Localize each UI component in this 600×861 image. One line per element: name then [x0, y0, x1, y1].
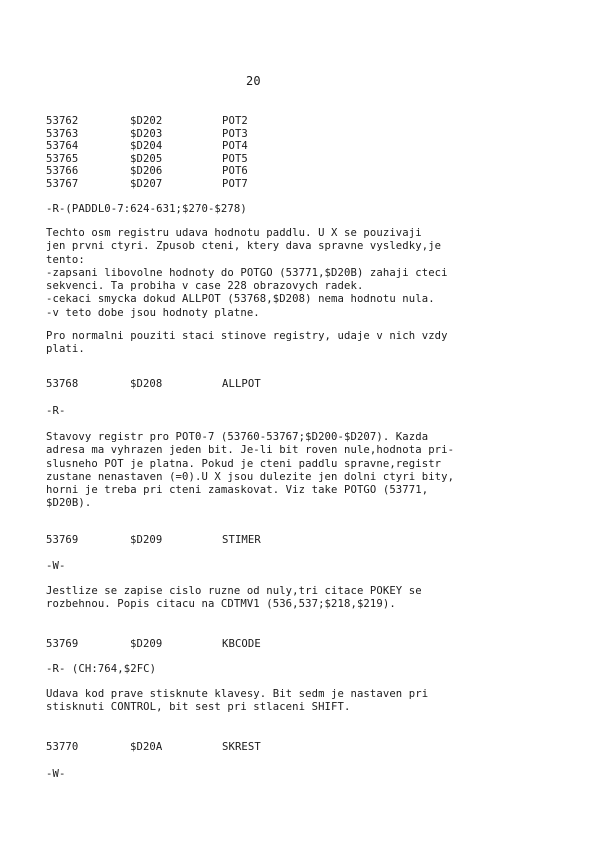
- text-line: -v teto dobe jsou hodnoty platne.: [46, 306, 260, 319]
- register-hex: $D205: [130, 152, 163, 165]
- register-name: POT2: [222, 115, 248, 127]
- register-dec: 53770: [46, 741, 79, 753]
- register-entry-stimer: [46, 534, 261, 546]
- register-row: [46, 153, 248, 166]
- register-hex: $D20A: [130, 741, 163, 753]
- register-dec: 53763: [46, 127, 79, 140]
- register-dec: 53764: [46, 140, 79, 153]
- register-dec: 53762: [46, 115, 79, 127]
- text-line: adresa ma vyhrazen jeden bit. Je-li bit roven nule,hodnota pri-: [46, 444, 455, 457]
- text-line: Pro normalni pouziti staci stinove registry, udaje v nich vzdy: [46, 330, 448, 342]
- register-name: SKREST: [222, 741, 261, 753]
- register-hex: $D207: [130, 177, 163, 190]
- text-line: sekvenci. Ta probiha v case 228 obrazovych radek.: [46, 280, 364, 293]
- text-line: slusneho POT je platna. Pokud je cteni paddlu spravne,registr: [46, 457, 442, 470]
- register-entry-allpot: [46, 378, 261, 390]
- register-dec: 53768: [46, 378, 79, 390]
- register-hex: $D208: [130, 378, 163, 390]
- register-row: [46, 128, 248, 141]
- register-hex: $D209: [130, 534, 163, 546]
- register-name: POT5: [222, 152, 248, 165]
- paddl-access-line: -R-(PADDL0-7:624-631;$270-$278): [46, 203, 247, 215]
- register-row: [46, 165, 248, 178]
- text-line: plati.: [46, 343, 85, 356]
- stimer-description: [46, 585, 556, 612]
- allpot-description: [46, 431, 556, 511]
- text-line: tento:: [46, 253, 85, 266]
- register-dec: 53769: [46, 534, 79, 546]
- register-row: [46, 140, 248, 153]
- text-line: Jestlize se zapise cislo ruzne od nuly,tri citace POKEY se: [46, 585, 422, 597]
- register-dec: 53767: [46, 177, 79, 190]
- text-line: Techto osm registru udava hodnotu paddlu. U X se pouzivaji: [46, 227, 422, 239]
- kbcode-access-line: -R- (CH:764,$2FC): [46, 663, 157, 675]
- register-hex: $D209: [130, 638, 163, 650]
- register-entry-skrest: [46, 741, 261, 753]
- register-hex: $D202: [130, 115, 163, 127]
- page-number: 20: [246, 74, 261, 88]
- register-entry-kbcode: [46, 638, 261, 650]
- text-line: Stavovy registr pro POT0-7 (53760-53767;$D200-$D207). Kazda: [46, 431, 429, 443]
- register-dec: 53765: [46, 152, 79, 165]
- register-name: POT3: [222, 127, 248, 140]
- register-name: POT7: [222, 177, 248, 190]
- register-name: POT4: [222, 140, 248, 153]
- shadow-registers-note: [46, 330, 556, 357]
- register-row: [46, 115, 248, 128]
- register-name: STIMER: [222, 534, 261, 546]
- register-name: KBCODE: [222, 638, 261, 650]
- stimer-access-line: -W-: [46, 560, 66, 572]
- text-line: -zapsani libovolne hodnoty do POTGO (53771,$D20B) zahaji cteci: [46, 266, 448, 279]
- register-name: POT6: [222, 165, 248, 178]
- paddl-description: [46, 227, 556, 320]
- register-dec: 53769: [46, 638, 79, 650]
- text-line: rozbehnou. Popis citacu na CDTMV1 (536,537;$218,$219).: [46, 598, 396, 611]
- text-line: horni je treba pri cteni zamaskovat. Viz take POTGO (53771,: [46, 484, 429, 497]
- text-line: $D20B).: [46, 497, 92, 510]
- text-line: stisknuti CONTROL, bit sest pri stlaceni SHIFT.: [46, 701, 351, 714]
- text-line: zustane nenastaven (=0).U X jsou dulezite jen dolni ctyri bity,: [46, 470, 455, 483]
- register-row: [46, 178, 248, 191]
- register-dec: 53766: [46, 165, 79, 178]
- register-hex: $D204: [130, 140, 163, 153]
- text-line: -cekaci smycka dokud ALLPOT (53768,$D208) nema hodnotu nula.: [46, 293, 435, 306]
- register-table: [46, 115, 248, 191]
- text-line: jen prvni ctyri. Zpusob cteni, ktery dava spravne vysledky,je: [46, 240, 442, 253]
- register-name: ALLPOT: [222, 378, 261, 390]
- kbcode-description: [46, 688, 556, 715]
- allpot-access-line: -R-: [46, 405, 66, 417]
- skrest-access-line: -W-: [46, 768, 66, 780]
- register-hex: $D203: [130, 127, 163, 140]
- text-line: Udava kod prave stisknute klavesy. Bit sedm je nastaven pri: [46, 688, 429, 700]
- register-hex: $D206: [130, 165, 163, 178]
